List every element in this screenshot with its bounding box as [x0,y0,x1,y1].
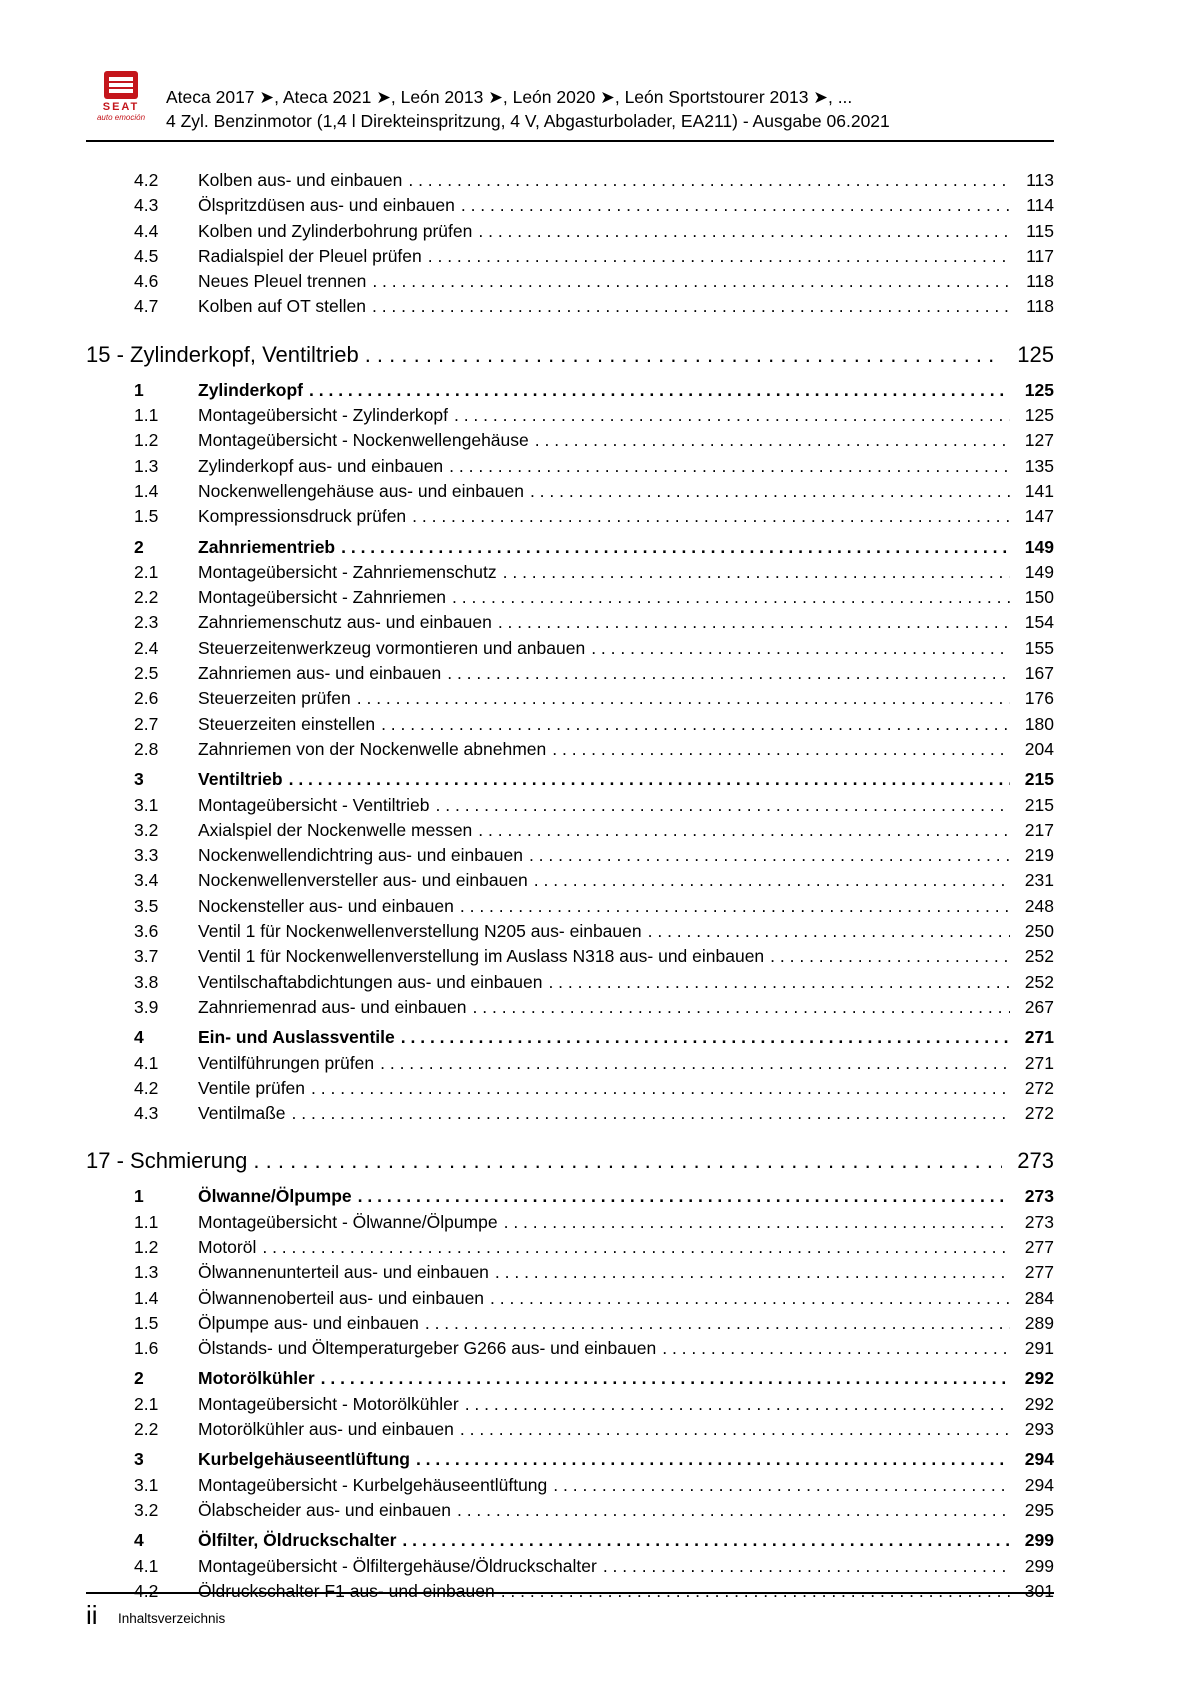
toc-number: 4.2 [134,1077,159,1098]
toc-entry[interactable] [86,1554,1054,1579]
footer-section-label: Inhaltsverzeichnis [118,1611,226,1626]
toc-page-number: 277 [1024,1236,1054,1257]
dot-leader [402,1528,1010,1553]
dot-leader [461,193,1010,218]
toc-page-number: 273 [1024,1186,1054,1207]
toc-page-number: 155 [1024,637,1054,658]
toc-number: 1.1 [134,1211,159,1232]
toc-number: 4.2 [134,170,159,190]
toc-page-number: 271 [1024,1052,1054,1073]
toc-title: Ventile prüfen [198,1077,306,1098]
toc-section[interactable] [86,1528,1054,1553]
toc-page-number: 125 [1017,341,1054,367]
dot-leader [534,868,1010,893]
toc-number: 3.6 [134,921,159,942]
toc-page-number: 180 [1024,713,1054,734]
toc-page-number: 154 [1024,612,1054,633]
toc-page-number: 267 [1024,996,1054,1017]
toc-title: Steuerzeiten prüfen [198,688,351,709]
toc-title: Kompressionsdruck prüfen [198,506,407,527]
toc-page-number: 204 [1024,738,1054,759]
dot-leader [436,793,1010,818]
toc-entry[interactable] [86,294,1054,319]
toc-number: 3.2 [134,819,159,840]
dot-leader [428,244,1010,269]
dot-leader [408,168,1010,193]
toc-page-number: 299 [1024,1555,1054,1576]
toc-number: 4.5 [134,245,159,266]
toc-title: Nockenwellenversteller aus- und einbauen [198,870,528,891]
toc-entry[interactable] [86,868,1054,893]
toc-title: Ölstands- und Öltemperaturgeber G266 aus- und einbauen [198,1338,657,1359]
toc-entry[interactable] [86,1101,1054,1126]
toc-number: 2.6 [134,688,159,709]
toc-page-number: 219 [1024,845,1054,866]
dot-leader [591,636,1010,661]
toc-page-number: 295 [1024,1499,1054,1520]
toc-number: 4.3 [134,1103,159,1124]
toc-number: 1.5 [134,506,159,527]
toc-number: 1.3 [134,1262,159,1283]
toc-title: Ölwanne/Ölpumpe [198,1186,352,1207]
toc-title: Montageübersicht - Motorölkühler [198,1393,459,1414]
toc-title: Ölwannenoberteil aus- und einbauen [198,1287,485,1308]
toc-chapter[interactable] [86,1143,1054,1179]
toc-number: 3.8 [134,971,159,992]
toc-number: 1.1 [134,405,159,426]
dot-leader [253,1143,1002,1179]
toc-number: 4.7 [134,296,159,317]
dot-leader [460,1417,1010,1442]
dot-leader [447,661,1010,686]
toc-number: 2.2 [134,587,159,608]
toc-page-number: 292 [1024,1368,1054,1389]
toc-title: Ventilführungen prüfen [198,1052,375,1073]
toc-page-number: 125 [1024,379,1054,400]
toc-number: 4.6 [134,271,159,292]
toc-page-number: 299 [1024,1530,1054,1551]
toc-number: 2.8 [134,738,159,759]
toc-number: 2 [134,536,144,557]
dot-leader [321,1366,1010,1391]
dot-leader [495,1260,1010,1285]
toc-title: Ventil 1 für Nockenwellenverstellung N205 aus- einbauen [198,921,642,942]
toc-number: 2.5 [134,663,159,684]
toc-page-number: 289 [1024,1312,1054,1333]
dot-leader [416,1447,1010,1472]
toc-section[interactable] [86,378,1054,403]
toc-number: 1.2 [134,1236,159,1257]
toc-section[interactable] [86,535,1054,560]
toc-entry[interactable] [86,1286,1054,1311]
dot-leader [662,1336,1010,1361]
toc-entry[interactable] [86,244,1054,269]
logo-brand-text: SEAT [102,101,140,113]
page-footer [86,1592,1054,1634]
toc-entry[interactable] [86,1051,1054,1076]
logo-tagline: auto emoción [96,113,146,122]
toc-section[interactable] [86,767,1054,792]
toc-number: 2.1 [134,1393,159,1414]
dot-leader [548,970,1010,995]
toc-title: Montageübersicht - Ventiltrieb [198,794,430,815]
toc-number: 4.1 [134,1555,159,1576]
toc-page-number: 301 [1024,1580,1054,1601]
seat-logo [86,70,156,122]
toc-entry[interactable] [86,1417,1054,1442]
table-of-contents [86,168,1054,1604]
toc-page-number: 150 [1024,587,1054,608]
toc-number: 2 [134,1368,144,1389]
toc-page-number: 117 [1026,245,1054,266]
dot-leader [341,535,1010,560]
toc-title: Zylinderkopf aus- und einbauen [198,455,444,476]
toc-number: 1.2 [134,430,159,451]
dot-leader [552,737,1010,762]
toc-title: Ein- und Auslassventile [198,1027,395,1048]
toc-entry[interactable] [86,1336,1054,1361]
toc-entry[interactable] [86,636,1054,661]
dot-leader [449,454,1010,479]
dot-leader [309,378,1010,403]
toc-entry[interactable] [86,504,1054,529]
toc-page-number: 294 [1024,1449,1054,1470]
toc-title: Axialspiel der Nockenwelle messen [198,819,473,840]
toc-page-number: 252 [1024,946,1054,967]
toc-entry[interactable] [86,1260,1054,1285]
toc-entry[interactable] [86,944,1054,969]
toc-number: 2.7 [134,713,159,734]
toc-entry[interactable] [86,686,1054,711]
toc-title: Ventilmaße [198,1103,286,1124]
toc-page-number: 273 [1024,1211,1054,1232]
toc-title: Öldruckschalter F1 aus- und einbauen [198,1580,495,1601]
dot-leader [770,944,1010,969]
toc-number: 2.3 [134,612,159,633]
toc-number: 1.4 [134,1287,159,1308]
toc-entry[interactable] [86,585,1054,610]
toc-title: Ölabscheider aus- und einbauen [198,1499,451,1520]
toc-page-number: 248 [1024,895,1054,916]
dot-leader [358,1184,1010,1209]
toc-page-number: 250 [1024,921,1054,942]
toc-entry[interactable] [86,1076,1054,1101]
dot-leader [603,1554,1010,1579]
dot-leader [504,1210,1010,1235]
dot-leader [357,686,1010,711]
toc-number: 1 [134,1186,144,1207]
toc-page-number: 125 [1024,405,1054,426]
toc-title: Motorölkühler aus- und einbauen [198,1419,454,1440]
toc-title: Nockenwellendichtring aus- und einbauen [198,845,523,866]
toc-page-number: 217 [1024,819,1054,840]
toc-number: 4.4 [134,220,159,241]
toc-entry[interactable] [86,560,1054,585]
dot-leader [292,1101,1010,1126]
toc-number: 4.2 [134,1580,159,1601]
toc-number: 3.2 [134,1499,159,1520]
toc-entry[interactable] [86,1235,1054,1260]
toc-page-number: 149 [1024,561,1054,582]
toc-page-number: 294 [1024,1474,1054,1495]
seat-logo-icon [101,70,141,100]
dot-leader [529,843,1010,868]
dot-leader [365,337,1002,373]
toc-chapter[interactable] [86,337,1054,373]
toc-title: Kolben aus- und einbauen [198,170,403,190]
toc-title: Ölpumpe aus- und einbauen [198,1312,419,1333]
toc-page-number: 215 [1024,794,1054,815]
dot-leader [372,294,1010,319]
toc-entry[interactable] [86,793,1054,818]
toc-page-number: 114 [1026,195,1054,216]
toc-page-number: 272 [1024,1103,1054,1124]
dot-leader [478,219,1010,244]
toc-title: Kolben auf OT stellen [198,296,366,317]
toc-title: Motorölkühler [198,1368,315,1389]
toc-section[interactable] [86,1025,1054,1050]
toc-number: 2.4 [134,637,159,658]
toc-number: 3.3 [134,845,159,866]
dot-leader [490,1286,1010,1311]
toc-number: 3.1 [134,794,159,815]
toc-number: 1.4 [134,480,159,501]
toc-page-number: 284 [1024,1287,1054,1308]
toc-title: Ventilschaftabdichtungen aus- und einbauen [198,971,543,992]
toc-title: Neues Pleuel trennen [198,271,367,292]
toc-title: Montageübersicht - Zahnriemen [198,587,447,608]
toc-title: Montageübersicht - Ölwanne/Ölpumpe [198,1211,498,1232]
toc-entry[interactable] [86,193,1054,218]
toc-title: Montageübersicht - Zylinderkopf [198,405,448,426]
toc-entry[interactable] [86,479,1054,504]
toc-page-number: 141 [1024,480,1054,501]
dot-leader [380,1051,1010,1076]
dot-leader [460,894,1010,919]
dot-leader [465,1392,1010,1417]
toc-entry[interactable] [86,970,1054,995]
dot-leader [289,767,1010,792]
toc-page-number: 149 [1024,536,1054,557]
toc-page-number: 273 [1017,1148,1054,1174]
dot-leader [454,403,1010,428]
toc-entry[interactable] [86,894,1054,919]
dot-leader [262,1235,1010,1260]
dot-leader [457,1498,1010,1523]
toc-title: Zahnriemenrad aus- und einbauen [198,996,467,1017]
toc-page-number: 293 [1024,1419,1054,1440]
toc-page-number: 292 [1024,1393,1054,1414]
toc-entry[interactable] [86,843,1054,868]
toc-title: Motoröl [198,1236,257,1257]
toc-title: Steuerzeiten einstellen [198,713,376,734]
toc-page-number: 115 [1026,220,1054,241]
toc-entry[interactable] [86,919,1054,944]
toc-title: Montageübersicht - Zahnriemenschutz [198,561,497,582]
toc-entry[interactable] [86,1311,1054,1336]
toc-page-number: 147 [1024,506,1054,527]
toc-title: Nockenwellengehäuse aus- und einbauen [198,480,524,501]
toc-title: Steuerzeitenwerkzeug vormontieren und anbauen [198,637,586,658]
dot-leader [401,1025,1010,1050]
toc-number: 3.1 [134,1474,159,1495]
page-number: ii [86,1600,98,1630]
dot-leader [452,585,1010,610]
toc-entry[interactable] [86,610,1054,635]
toc-title: 15 - Zylinderkopf, Ventiltrieb [86,341,359,367]
toc-number: 2.2 [134,1419,159,1440]
toc-page-number: 118 [1026,271,1054,292]
dot-leader [372,269,1010,294]
toc-entry[interactable] [86,269,1054,294]
toc-title: Radialspiel der Pleuel prüfen [198,245,422,266]
toc-number: 4 [134,1027,144,1048]
dot-leader [530,479,1010,504]
toc-entry[interactable] [86,712,1054,737]
toc-title: Zahnriemenschutz aus- und einbauen [198,612,492,633]
dot-leader [381,712,1010,737]
dot-leader [503,560,1010,585]
toc-title: Zahnriemen von der Nockenwelle abnehmen [198,738,547,759]
toc-entry[interactable] [86,1392,1054,1417]
toc-entry[interactable] [86,1473,1054,1498]
toc-page-number: 167 [1024,663,1054,684]
toc-number: 1 [134,379,144,400]
toc-number: 4.1 [134,1052,159,1073]
toc-title: Zahnriemen aus- und einbauen [198,663,442,684]
toc-page-number: 272 [1024,1077,1054,1098]
toc-page-number: 215 [1024,769,1054,790]
toc-page-number: 127 [1024,430,1054,451]
toc-section[interactable] [86,1184,1054,1209]
toc-page-number: 118 [1026,296,1054,317]
toc-title: Montageübersicht - Ölfiltergehäuse/Öldruckschalter [198,1555,597,1576]
toc-page-number: 113 [1026,170,1054,190]
toc-page-number: 176 [1024,688,1054,709]
dot-leader [311,1076,1010,1101]
dot-leader [498,610,1010,635]
toc-page-number: 271 [1024,1027,1054,1048]
header-models: Ateca 2017 ➤, Ateca 2021 ➤, León 2013 ➤, León 2020 ➤, León Sportstourer 2013 ➤, ... [166,87,853,107]
toc-number: 3.7 [134,946,159,967]
toc-title: Zylinderkopf [198,379,304,400]
toc-entry[interactable] [86,1210,1054,1235]
toc-title: Ölfilter, Öldruckschalter [198,1530,397,1551]
dot-leader [553,1473,1010,1498]
toc-number: 3 [134,1449,144,1470]
dot-leader [425,1311,1010,1336]
toc-number: 1.5 [134,1312,159,1333]
toc-title: Ventil 1 für Nockenwellenverstellung im Auslass N318 aus- und einbauen [198,946,765,967]
toc-number: 3.5 [134,895,159,916]
toc-entry[interactable] [86,428,1054,453]
toc-title: Montageübersicht - Nockenwellengehäuse [198,430,529,451]
toc-title: 17 - Schmierung [86,1148,248,1174]
toc-title: Nockensteller aus- und einbauen [198,895,454,916]
toc-title: Montageübersicht - Kurbelgehäuseentlüftung [198,1474,548,1495]
dot-leader [648,919,1010,944]
toc-entry[interactable] [86,403,1054,428]
dot-leader [478,818,1010,843]
toc-number: 2.1 [134,561,159,582]
toc-entry[interactable] [86,737,1054,762]
toc-number: 4 [134,1530,144,1551]
toc-title: Kurbelgehäuseentlüftung [198,1449,410,1470]
toc-page-number: 231 [1024,870,1054,891]
toc-entry[interactable] [86,661,1054,686]
toc-entry[interactable] [86,995,1054,1020]
toc-number: 1.6 [134,1338,159,1359]
header-engine: 4 Zyl. Benzinmotor (1,4 l Direkteinspritzung, 4 V, Abgasturbolader, EA211) - Ausgabe 06.2021 [166,111,890,131]
toc-number: 3.9 [134,996,159,1017]
page-header [86,66,1054,142]
toc-page-number: 252 [1024,971,1054,992]
toc-number: 1.3 [134,455,159,476]
toc-title: Kolben und Zylinderbohrung prüfen [198,220,473,241]
dot-leader [412,504,1010,529]
dot-leader [473,995,1010,1020]
toc-entry[interactable] [86,168,1054,193]
toc-entry[interactable] [86,219,1054,244]
toc-entry[interactable] [86,1498,1054,1523]
toc-number: 3 [134,769,144,790]
toc-title: Ölspritzdüsen aus- und einbauen [198,195,455,216]
toc-title: Zahnriementrieb [198,536,336,557]
toc-page-number: 277 [1024,1262,1054,1283]
toc-page-number: 291 [1024,1338,1054,1359]
toc-title: Ventiltrieb [198,769,283,790]
toc-number: 4.3 [134,195,159,216]
toc-title: Ölwannenunterteil aus- und einbauen [198,1262,489,1283]
toc-entry[interactable] [86,818,1054,843]
toc-section[interactable] [86,1447,1054,1472]
toc-number: 3.4 [134,870,159,891]
dot-leader [535,428,1010,453]
toc-section[interactable] [86,1366,1054,1391]
toc-page-number: 135 [1024,455,1054,476]
toc-entry[interactable] [86,454,1054,479]
